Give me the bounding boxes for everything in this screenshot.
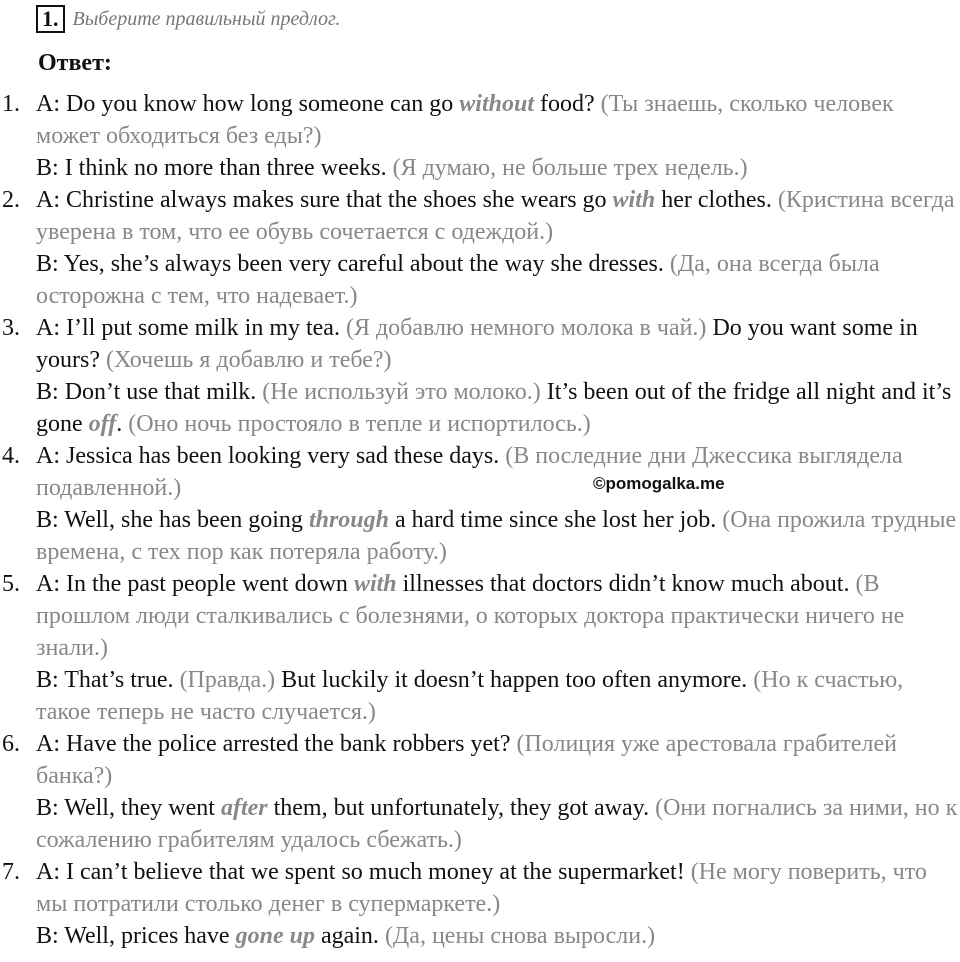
english-text: them, but unfortunately, they got away.: [267, 795, 650, 821]
dialogue-line-a: [36, 728, 960, 792]
task-instruction: Выберите правильный предлог.: [72, 7, 341, 30]
russian-translation: (Оно ночь простояло в тепле и испортилось.): [122, 411, 591, 437]
item-number: 5.: [2, 571, 20, 597]
english-text: Christine always makes sure that the shoes she wears go: [60, 187, 613, 213]
english-text: That’s true.: [58, 667, 174, 693]
russian-translation: (Я добавлю немного молока в чай.): [339, 315, 707, 341]
russian-translation: (Не используй это молоко.): [256, 379, 541, 405]
preposition-answer: after: [220, 795, 268, 821]
preposition-answer: without: [459, 91, 534, 117]
task-number-box: 1.: [36, 5, 65, 33]
english-text: .: [116, 411, 123, 437]
english-text: But luckily it doesn’t happen too often anymore.: [275, 667, 748, 693]
dialogue-line-b: [36, 664, 960, 728]
answer-item: [0, 440, 960, 568]
speaker-label: B:: [36, 923, 59, 949]
russian-translation: (Да, она всегда была осторожна с тем, что надевает.): [36, 251, 880, 309]
preposition-answer: through: [308, 507, 389, 533]
speaker-label: B:: [36, 795, 59, 821]
english-text: Jessica has been looking very sad these days.: [60, 443, 500, 469]
answer-item: [0, 88, 960, 184]
english-text: It’s been out of the fridge all night and it’s gone: [36, 379, 952, 437]
item-number: 1.: [2, 91, 20, 117]
speaker-label: B:: [36, 667, 59, 693]
english-text: her clothes.: [655, 187, 772, 213]
english-text: In the past people went down: [60, 571, 354, 597]
russian-translation: (Кристина всегда уверена в том, что ее обувь сочетается с одеждой.): [36, 187, 955, 245]
english-text: Do you want some in yours?: [36, 315, 918, 373]
english-text: Don’t use that milk.: [58, 379, 257, 405]
preposition-answer: with: [612, 187, 656, 213]
russian-translation: (Хочешь я добавлю и тебе?): [99, 347, 392, 373]
speaker-label: A:: [36, 571, 60, 597]
russian-translation: (В прошлом люди сталкивались с болезнями, о которых доктора практически ничего не знали.): [36, 571, 905, 661]
speaker-label: A:: [36, 731, 60, 757]
english-text: I think no more than three weeks.: [58, 155, 387, 181]
answer-item: [0, 856, 960, 952]
watermark: ©pomogalka.me: [593, 474, 725, 493]
speaker-label: B:: [36, 507, 59, 533]
russian-translation: (Они погнались за ними, но к сожалению грабителям удалось сбежать.): [36, 795, 958, 853]
item-number: 6.: [2, 731, 20, 757]
russian-translation: (Правда.): [173, 667, 276, 693]
speaker-label: A:: [36, 315, 60, 341]
dialogue-line-b: [36, 920, 960, 952]
speaker-label: A:: [36, 443, 60, 469]
dialogue-line-a: [36, 184, 960, 248]
task-header: [36, 4, 341, 34]
english-text: Well, she has been going: [58, 507, 309, 533]
dialogue-line-b: [36, 248, 960, 312]
answer-item: [0, 184, 960, 312]
russian-translation: (Она прожила трудные времена, с тех пор как потеряла работу.): [36, 507, 957, 565]
russian-translation: (Я думаю, не больше трех недель.): [386, 155, 748, 181]
item-number: 2.: [2, 187, 20, 213]
item-number: 3.: [2, 315, 20, 341]
speaker-label: B:: [36, 155, 59, 181]
speaker-label: A:: [36, 91, 60, 117]
russian-translation: (Да, цены снова выросли.): [378, 923, 656, 949]
answer-item: [0, 728, 960, 856]
russian-translation: (Не могу поверить, что мы потратили столько денег в супермаркете.): [36, 859, 927, 917]
english-text: Well, they went: [58, 795, 221, 821]
english-text: a hard time since she lost her job.: [389, 507, 717, 533]
dialogue-line-a: [36, 88, 960, 152]
english-text: illnesses that doctors didn’t know much about.: [396, 571, 850, 597]
english-text: Yes, she’s always been very careful about the way she dresses.: [58, 251, 664, 277]
preposition-answer: gone up: [235, 923, 315, 949]
english-text: again.: [314, 923, 379, 949]
speaker-label: B:: [36, 379, 59, 405]
answer-list: [0, 88, 960, 952]
dialogue-line-b: [36, 376, 960, 440]
english-text: I can’t believe that we spent so much money at the supermarket!: [60, 859, 685, 885]
item-number: 7.: [2, 859, 20, 885]
russian-translation: (В последние дни Джессика выглядела подавленной.): [36, 443, 903, 501]
english-text: Do you know how long someone can go: [60, 91, 460, 117]
dialogue-line-a: [36, 312, 960, 376]
answer-item: [0, 312, 960, 440]
dialogue-line-b: [36, 504, 960, 568]
preposition-answer: off: [88, 411, 117, 437]
dialogue-line-a: [36, 568, 960, 664]
english-text: I’ll put some milk in my tea.: [60, 315, 340, 341]
dialogue-line-a: [36, 440, 960, 504]
russian-translation: (Полиция уже арестовала грабителей банка?): [36, 731, 898, 789]
russian-translation: (Но к счастью, такое теперь не часто случается.): [36, 667, 904, 725]
speaker-label: A:: [36, 187, 60, 213]
russian-translation: (Ты знаешь, сколько человек может обходиться без еды?): [36, 91, 894, 149]
dialogue-line-b: [36, 152, 960, 184]
preposition-answer: with: [353, 571, 397, 597]
english-text: Well, prices have: [58, 923, 236, 949]
english-text: Have the police arrested the bank robbers yet?: [60, 731, 511, 757]
answer-item: [0, 568, 960, 728]
item-number: 4.: [2, 443, 20, 469]
english-text: food?: [534, 91, 595, 117]
dialogue-line-a: [36, 856, 960, 920]
speaker-label: A:: [36, 859, 60, 885]
dialogue-line-b: [36, 792, 960, 856]
answer-heading: Ответ:: [38, 50, 112, 76]
speaker-label: B:: [36, 251, 59, 277]
